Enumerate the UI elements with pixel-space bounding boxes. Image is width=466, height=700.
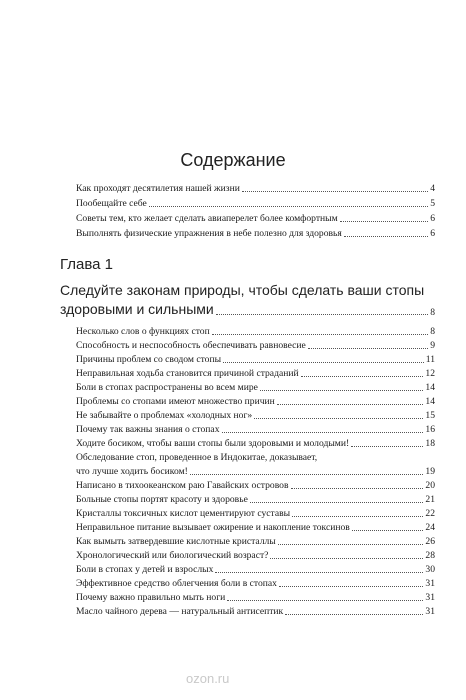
- toc-entry-title: Ходите босиком, чтобы ваши стопы были здоровыми и молодыми!: [76, 438, 350, 449]
- toc-entry-title: Почему так важны знания о стопах: [76, 424, 220, 435]
- dot-leader: [344, 235, 428, 237]
- dot-leader: [260, 389, 423, 391]
- toc-entry: [76, 340, 435, 352]
- toc-entry-page: 31: [425, 592, 435, 603]
- toc-entry: [76, 326, 435, 338]
- toc-entry-title: Масло чайного дерева — натуральный антисептик: [76, 606, 284, 617]
- toc-entry-title-line2: что лучше ходить босиком!: [76, 466, 188, 477]
- dot-leader: [270, 557, 423, 559]
- toc-entry: [76, 368, 435, 380]
- dot-leader: [277, 403, 424, 405]
- toc-entry: [76, 198, 435, 210]
- toc-entry-title: Выполнять физические упражнения в небе полезно для здоровья: [76, 228, 342, 239]
- toc-entry-title: Неправильная ходьба становится причиной страданий: [76, 368, 299, 379]
- toc-entry-title: Боли в стопах у детей и взрослых: [76, 564, 214, 575]
- toc-entry-page: 21: [425, 494, 435, 505]
- dot-leader: [212, 333, 428, 335]
- toc-entry-page: 16: [425, 424, 435, 435]
- dot-leader: [291, 487, 424, 489]
- toc-entry-title: Хронологический или биологический возраст?: [76, 550, 269, 561]
- toc-entry: [76, 508, 435, 520]
- toc-entry: [76, 480, 435, 492]
- toc-entry-title: Как проходят десятилетия нашей жизни: [76, 183, 240, 194]
- toc-entry-page: 30: [425, 564, 435, 575]
- toc-entry-page: 14: [425, 382, 435, 393]
- toc-entry: [76, 564, 435, 576]
- dot-leader: [250, 501, 424, 503]
- toc-entry-page: 4: [430, 183, 435, 194]
- toc-entry-title: Несколько слов о функциях стоп: [76, 326, 210, 337]
- toc-entry-title: Написано в тихоокеанском раю Гавайских островов: [76, 480, 289, 491]
- toc-entry-title: Причины проблем со сводом стопы: [76, 354, 222, 365]
- toc-entry-title: Пообещайте себе: [76, 198, 147, 209]
- chapter-label: Глава 1: [60, 256, 114, 273]
- toc-entry: [76, 396, 435, 408]
- dot-leader: [278, 543, 424, 545]
- toc-entry: [76, 536, 435, 548]
- dot-leader: [222, 431, 424, 433]
- toc-entry-title: Больные стопы портят красоту и здоровье: [76, 494, 248, 505]
- toc-entry: [76, 578, 435, 590]
- toc-entry-page: 19: [425, 466, 435, 477]
- toc-entry-title: Способность и неспособность обеспечивать равновесие: [76, 340, 306, 351]
- toc-entry-page: 9: [430, 340, 435, 351]
- dot-leader: [279, 585, 423, 587]
- page-title: Содержание: [180, 150, 286, 170]
- toc-entry-page: 24: [425, 522, 435, 533]
- toc-entry-page: 31: [425, 578, 435, 589]
- dot-leader: [223, 361, 424, 363]
- dot-leader: [242, 190, 428, 192]
- toc-entry: [76, 424, 435, 436]
- toc-entry-title: Не забывайте о проблемах «холодных ног»: [76, 410, 253, 421]
- toc-entry-page: 22: [425, 508, 435, 519]
- dot-leader: [301, 375, 424, 377]
- toc-entry: [76, 522, 435, 534]
- toc-entry-page: 5: [430, 198, 435, 209]
- toc-entry-title: Неправильное питание вызывает ожирение и накопление токсинов: [76, 522, 350, 533]
- toc-entry-title: Боли в стопах распространены во всем мире: [76, 382, 258, 393]
- toc-entry-title: Проблемы со стопами имеют множество причин: [76, 396, 275, 407]
- chapter-page: 8: [430, 307, 435, 318]
- toc-entry: [76, 592, 435, 604]
- dot-leader: [216, 314, 428, 315]
- dot-leader: [227, 599, 423, 601]
- toc-entry-page: 8: [430, 326, 435, 337]
- toc-entry-page: 14: [425, 396, 435, 407]
- dot-leader: [308, 347, 428, 349]
- chapter-title-line2: здоровыми и сильными: [60, 301, 214, 317]
- toc-entry: [76, 494, 435, 506]
- toc-entry-page: 11: [425, 354, 435, 365]
- toc-entry-page: 20: [425, 480, 435, 491]
- toc-entry-page: 15: [425, 410, 435, 421]
- toc-entry: [76, 354, 435, 366]
- toc-entry: [76, 606, 435, 618]
- toc-entry: [76, 466, 435, 478]
- toc-entry-title-line1: Обследование стоп, проведенное в Индокитае, доказывает,: [76, 452, 318, 463]
- toc-entry: [76, 438, 435, 450]
- toc-entry-title: Эффективное средство облегчения боли в стопах: [76, 578, 277, 589]
- toc-entry: [76, 228, 435, 240]
- toc-entry-title: Кристаллы токсичных кислот цементируют суставы: [76, 508, 291, 519]
- toc-entry-page: 26: [425, 536, 435, 547]
- chapter-title-line1: Следуйте законам природы, чтобы сделать ваши стопы: [60, 282, 425, 298]
- chapter-title: [60, 281, 435, 319]
- toc-entry-page: 6: [430, 213, 435, 224]
- toc-entry-title: Советы тем, кто желает сделать авиаперелет более комфортным: [76, 213, 338, 224]
- dot-leader: [292, 515, 423, 517]
- toc-entry: [76, 382, 435, 394]
- toc-entry-title: Как вымыть затвердевшие кислотные кристаллы: [76, 536, 276, 547]
- toc-entry: [76, 183, 435, 195]
- toc-entry-page: 12: [425, 368, 435, 379]
- toc-entry-title: Почему важно правильно мыть ноги: [76, 592, 226, 603]
- toc-entry: [76, 410, 435, 422]
- toc-entry-page: 31: [425, 606, 435, 617]
- dot-leader: [149, 205, 428, 207]
- dot-leader: [352, 529, 424, 531]
- dot-leader: [254, 417, 423, 419]
- toc-entry-page: 6: [430, 228, 435, 239]
- dot-leader: [215, 571, 423, 573]
- toc-entry-page: 28: [425, 550, 435, 561]
- dot-leader: [351, 445, 423, 447]
- dot-leader: [340, 220, 429, 222]
- toc-entry-page: 18: [425, 438, 435, 449]
- dot-leader: [285, 613, 423, 615]
- dot-leader: [190, 473, 424, 475]
- toc-entry: [76, 550, 435, 562]
- watermark: ozon.ru: [186, 671, 230, 686]
- toc-entry: [76, 213, 435, 225]
